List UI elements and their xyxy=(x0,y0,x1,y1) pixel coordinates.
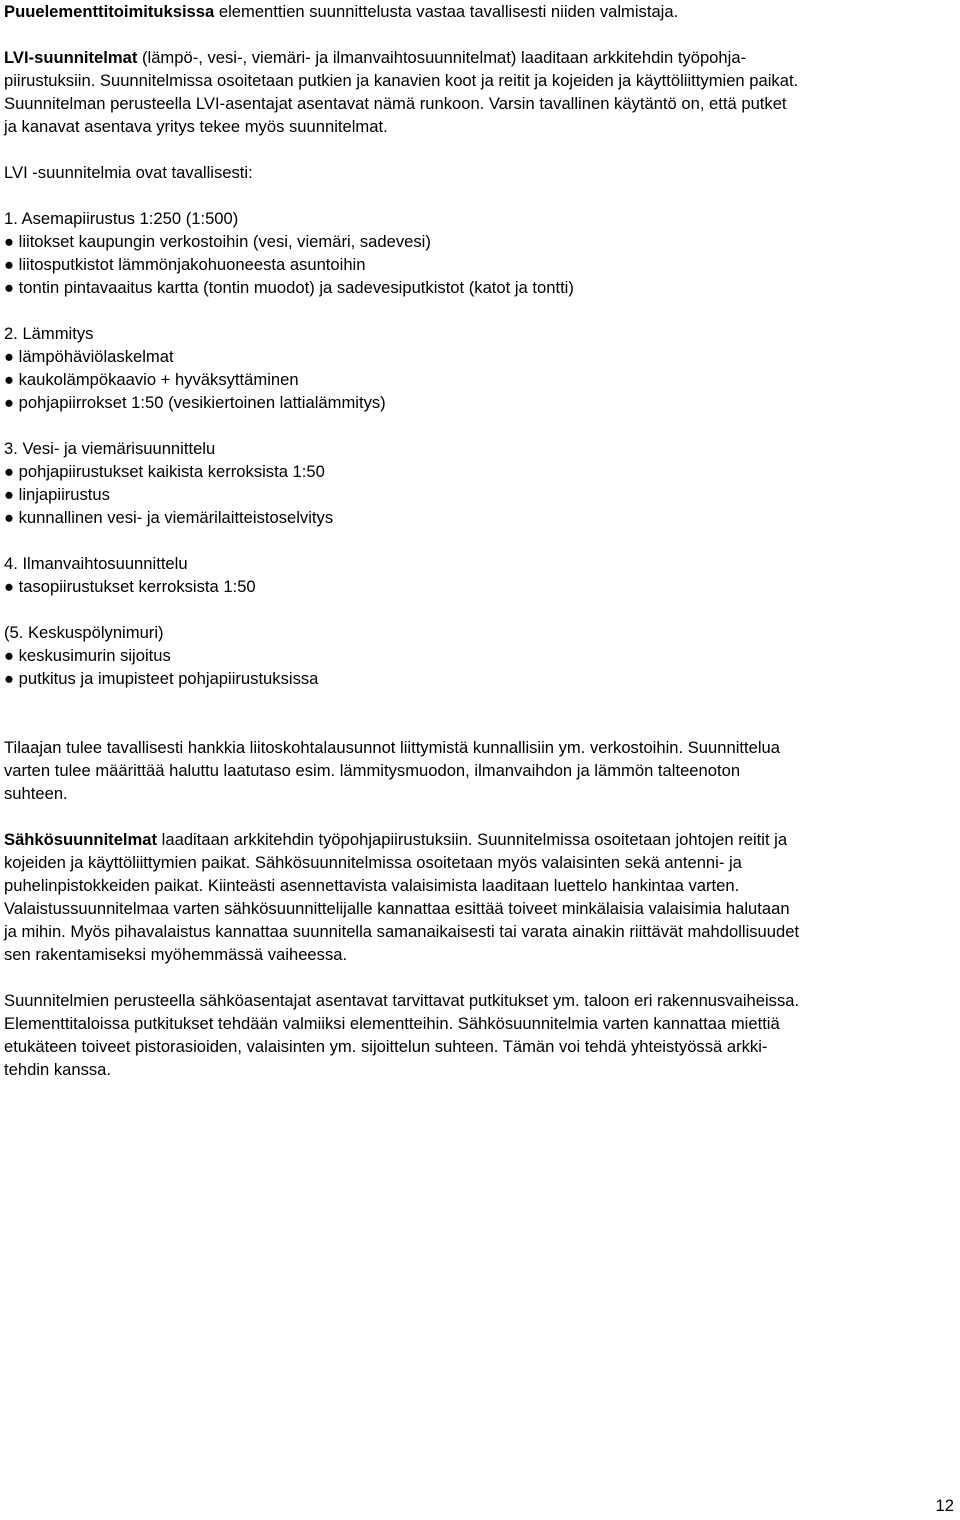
sahko-line: sen rakentamiseksi myöhemmässä vaiheessa. xyxy=(4,945,348,964)
lvi-line-3: Suunnitelman perusteella LVI-asentajat asentavat nämä runkoon. Varsin tavallinen käytäntö on, että putket xyxy=(4,94,787,113)
final-line: tehdin kanssa. xyxy=(4,1060,112,1079)
lvi-line-1 xyxy=(4,46,948,69)
list-item: ● tasopiirustukset kerroksista 1:50 xyxy=(4,577,256,596)
list-item: ● keskusimurin sijoitus xyxy=(4,646,171,665)
lvi-intro xyxy=(4,161,948,184)
intro-bold-term: Puuelementtitoimituksissa xyxy=(4,2,215,21)
intro-paragraph xyxy=(4,0,948,23)
list-item: ● putkitus ja imupisteet pohjapiirustuksissa xyxy=(4,669,319,688)
lvi-paragraph xyxy=(4,46,948,138)
lvi-line-4: ja kanavat asentava yritys tekee myös suunnitelmat. xyxy=(4,117,388,136)
sahko-line: Valaistussuunnitelmaa varten sähkösuunnittelijalle kannattaa esittää toiveet minkälaisia valaisimia halutaan xyxy=(4,899,790,918)
tilaajan-line: Tilaajan tulee tavallisesti hankkia liitoskohtalausunnot liittymistä kunnallisiin ym. verkostoihin. Suunnittelua xyxy=(4,738,781,757)
lvi-line-1-rest: (lämpö-, vesi-, viemäri- ja ilmanvaihtosuunnitelmat) laaditaan arkkitehdin työpohja- xyxy=(137,48,747,67)
lvi-bold-term: LVI-suunnitelmat xyxy=(4,48,138,67)
lvi-intro-line: LVI -suunnitelmia ovat tavallisesti: xyxy=(4,163,253,182)
sahko-line: kojeiden ja käyttöliittymien paikat. Sähkösuunnitelmissa osoitetaan myös valaisinten sekä antenni- ja xyxy=(4,853,742,872)
list-item: ● linjapiirustus xyxy=(4,485,110,504)
list-item: ● liitokset kaupungin verkostoihin (vesi, viemäri, sadevesi) xyxy=(4,232,431,251)
section-1 xyxy=(4,207,948,299)
tilaajan-paragraph xyxy=(4,736,948,805)
sahko-line-1 xyxy=(4,828,948,851)
sahko-line: ja mihin. Myös pihavalaistus kannattaa suunnitella samanaikaisesti tai varata ainakin riittävät mahdollisuudet xyxy=(4,922,800,941)
page-number: 12 xyxy=(935,1496,954,1515)
section-heading: (5. Keskuspölynimuri) xyxy=(4,623,164,642)
final-line: Suunnitelmien perusteella sähköasentajat asentavat tarvittavat putkitukset ym. taloon eri rakennusvaiheissa. xyxy=(4,991,800,1010)
section-2 xyxy=(4,322,948,414)
sahko-bold-term: Sähkösuunnitelmat xyxy=(4,830,158,849)
intro-line xyxy=(4,0,948,23)
section-heading: 4. Ilmanvaihtosuunnittelu xyxy=(4,554,188,573)
tilaajan-line: varten tulee määrittää haluttu laatutaso esim. lämmitysmuodon, ilmanvaihdon ja lämmön talteenoton xyxy=(4,761,741,780)
list-item: ● pohjapiirustukset kaikista kerroksista 1:50 xyxy=(4,462,325,481)
section-heading: 1. Asemapiirustus 1:250 (1:500) xyxy=(4,209,239,228)
lvi-line-2: piirustuksiin. Suunnitelmissa osoitetaan putkien ja kanavien koot ja reitit ja kojeiden ja käyttöliittymien paikat. xyxy=(4,71,799,90)
sahko-line: puhelinpistokkeiden paikat. Kiinteästi asennettavista valaisimista laaditaan luettelo hankintaa varten. xyxy=(4,876,740,895)
section-5 xyxy=(4,621,948,690)
sahko-line-1-rest: laaditaan arkkitehdin työpohjapiirustuksiin. Suunnitelmissa osoitetaan johtojen reitit ja xyxy=(157,830,788,849)
section-4 xyxy=(4,552,948,598)
intro-text: elementtien suunnittelusta vastaa tavallisesti niiden valmistaja. xyxy=(214,2,679,21)
list-item: ● pohjapiirrokset 1:50 (vesikiertoinen lattialämmitys) xyxy=(4,393,386,412)
final-paragraph xyxy=(4,989,948,1081)
final-line: etukäteen toiveet pistorasioiden, valaisinten ym. sijoittelun suhteen. Tämän voi tehdä yhteistyössä arkki- xyxy=(4,1037,768,1056)
list-item: ● tontin pintavaaitus kartta (tontin muodot) ja sadevesiputkistot (katot ja tontti) xyxy=(4,278,574,297)
section-3 xyxy=(4,437,948,529)
final-line: Elementtitaloissa putkitukset tehdään valmiiksi elementteihin. Sähkösuunnitelmia varten kannattaa miettiä xyxy=(4,1014,780,1033)
document-page xyxy=(4,0,948,1081)
section-heading: 3. Vesi- ja viemärisuunnittelu xyxy=(4,439,216,458)
tilaajan-line: suhteen. xyxy=(4,784,68,803)
list-item: ● lämpöhäviölaskelmat xyxy=(4,347,174,366)
sahko-paragraph xyxy=(4,828,948,966)
list-item: ● liitosputkistot lämmönjakohuoneesta asuntoihin xyxy=(4,255,366,274)
section-heading: 2. Lämmitys xyxy=(4,324,94,343)
list-item: ● kaukolämpökaavio + hyväksyttäminen xyxy=(4,370,299,389)
list-item: ● kunnallinen vesi- ja viemärilaitteistoselvitys xyxy=(4,508,334,527)
